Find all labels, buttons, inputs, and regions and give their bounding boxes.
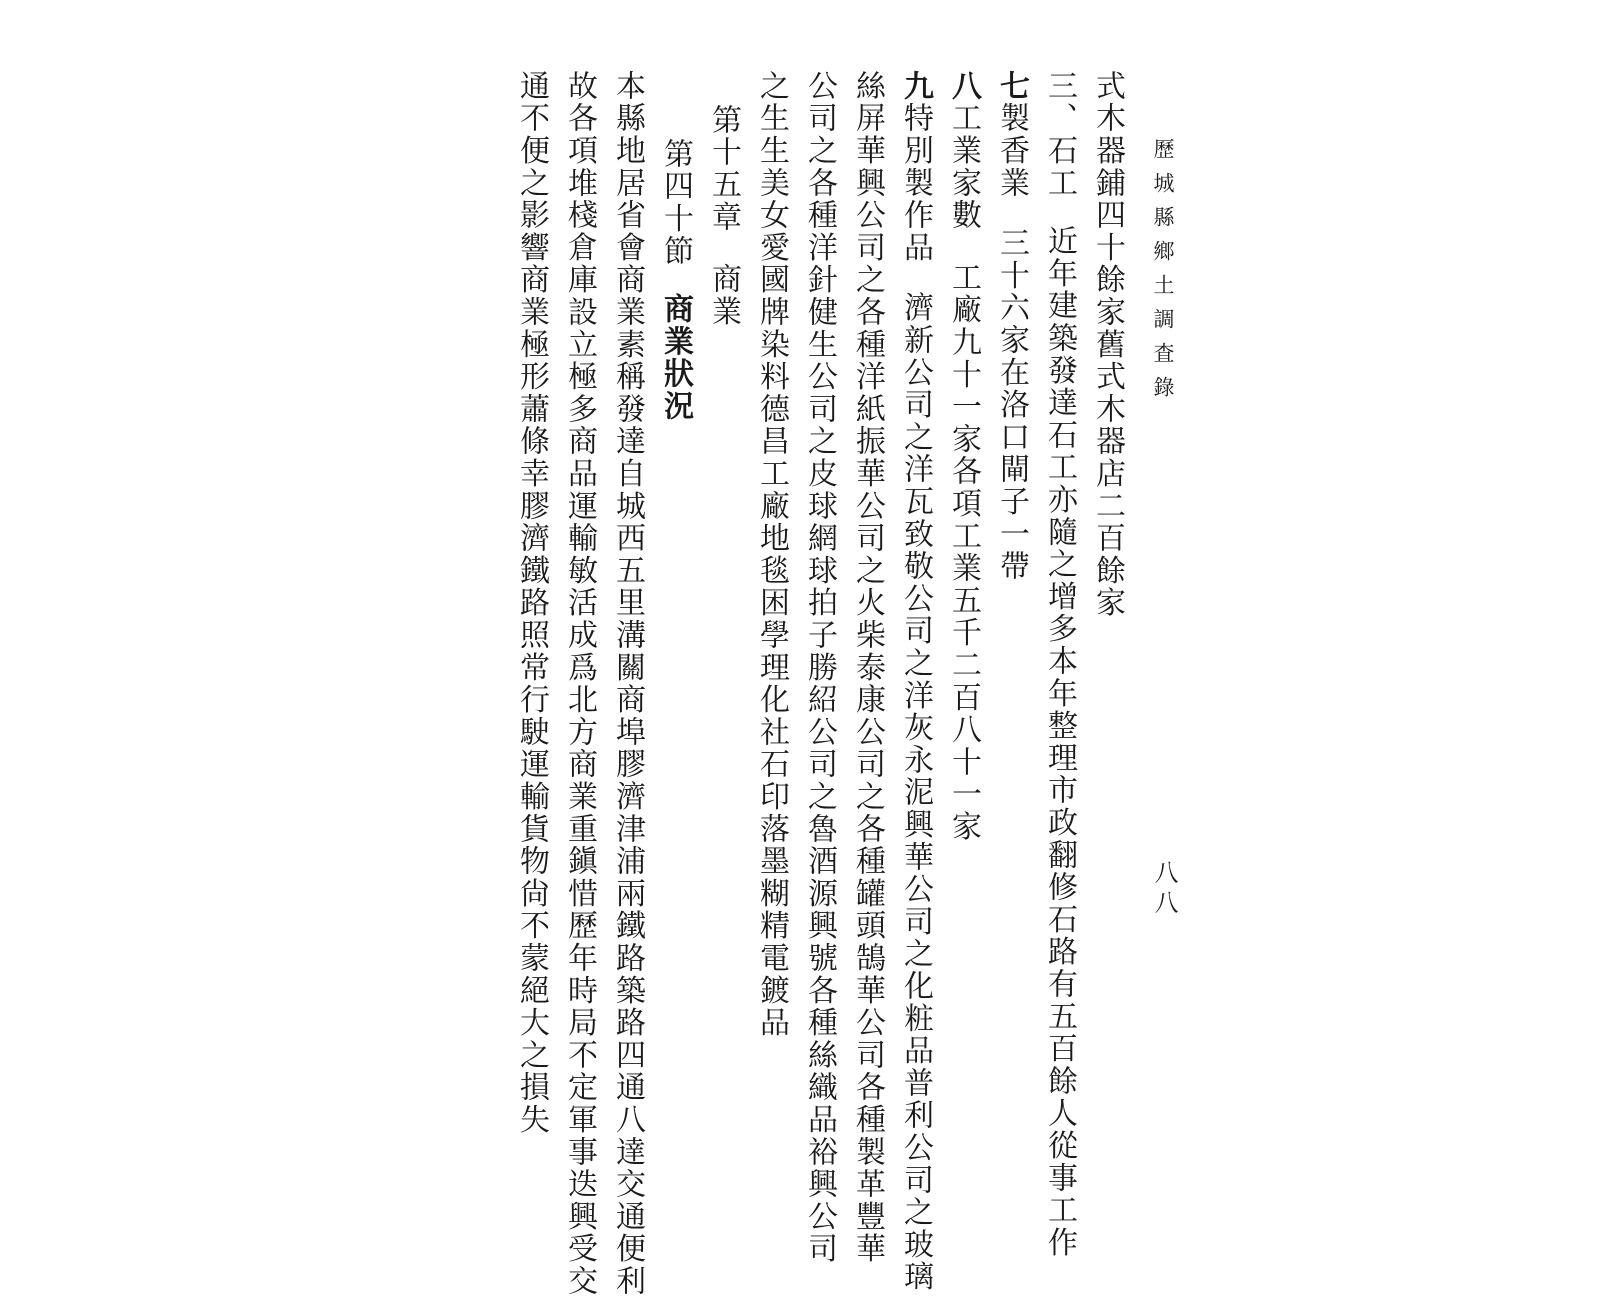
item-text: 近年建築發達石工亦隨之增多本年整理市政翻修石路有五百餘人從事工作	[1042, 225, 1077, 1259]
text-column-12	[562, 70, 597, 1297]
item-label: 製香業	[994, 102, 1029, 200]
section-title: 商業狀況	[658, 293, 693, 423]
column-text: 本縣地居省會商業素稱發達自城西五里溝關商埠膠濟津浦兩鐵路築路四通八達交通便利	[610, 70, 645, 1297]
text-column-3	[994, 70, 1029, 583]
running-header: 歷城縣鄉土調査錄	[1151, 138, 1175, 410]
item-label: 石工	[1042, 134, 1077, 200]
item-number: 八	[946, 70, 981, 103]
item-number: 七	[994, 70, 1029, 103]
chapter-number: 第十五章	[706, 104, 741, 234]
text-column-8	[754, 70, 789, 1039]
column-text: 式木器鋪四十餘家舊式木器店二百餘家	[1090, 70, 1125, 620]
column-text: 故各項堆棧倉庫設立極多商品運輸敏活成爲北方商業重鎭惜歷年時局不定軍事迭興受交	[562, 70, 597, 1297]
page-number: 八八	[1150, 860, 1178, 920]
text-column-2	[1042, 70, 1077, 1259]
column-text: 之生生美女愛國牌染料德昌工廠地毯困學理化社石印落墨糊精電鍍品	[754, 70, 789, 1039]
item-number: 九	[898, 70, 933, 103]
column-text: 通不便之影響商業極形蕭條幸膠濟鐵路照常行駛運輸貨物尙不蒙絕大之損失	[514, 70, 549, 1136]
chapter-heading	[706, 104, 741, 328]
text-column-4	[946, 70, 981, 843]
item-text: 濟新公司之洋瓦致敬公司之洋灰永泥興華公司之化粧品普利公司之玻璃	[898, 291, 933, 1294]
text-column-6	[850, 70, 885, 1266]
section-number: 第四十節	[658, 138, 693, 268]
text-column-13	[514, 70, 549, 1136]
text-column-5	[898, 70, 933, 1294]
chapter-title: 商業	[706, 263, 741, 328]
text-column-1	[1090, 70, 1125, 620]
item-label: 工業家數	[946, 102, 981, 232]
item-text: 工廠九十一家各項工業五千二百八十一家	[946, 261, 981, 843]
item-number: 三、	[1042, 70, 1077, 135]
text-column-11	[610, 70, 645, 1297]
item-label: 特別製作品	[898, 102, 933, 264]
item-text: 三十六家在洛口閘子一帶	[994, 227, 1029, 583]
column-text: 絲屏華興公司之各種洋紙振華公司之火柴泰康公司之各種罐頭鵠華公司各種製革豐華	[850, 70, 885, 1266]
text-column-7	[802, 70, 837, 1266]
column-text: 公司之各種洋針健生公司之皮球網球拍子勝紹公司之魯酒源興號各種絲織品裕興公司	[802, 70, 837, 1266]
section-heading	[658, 138, 693, 423]
